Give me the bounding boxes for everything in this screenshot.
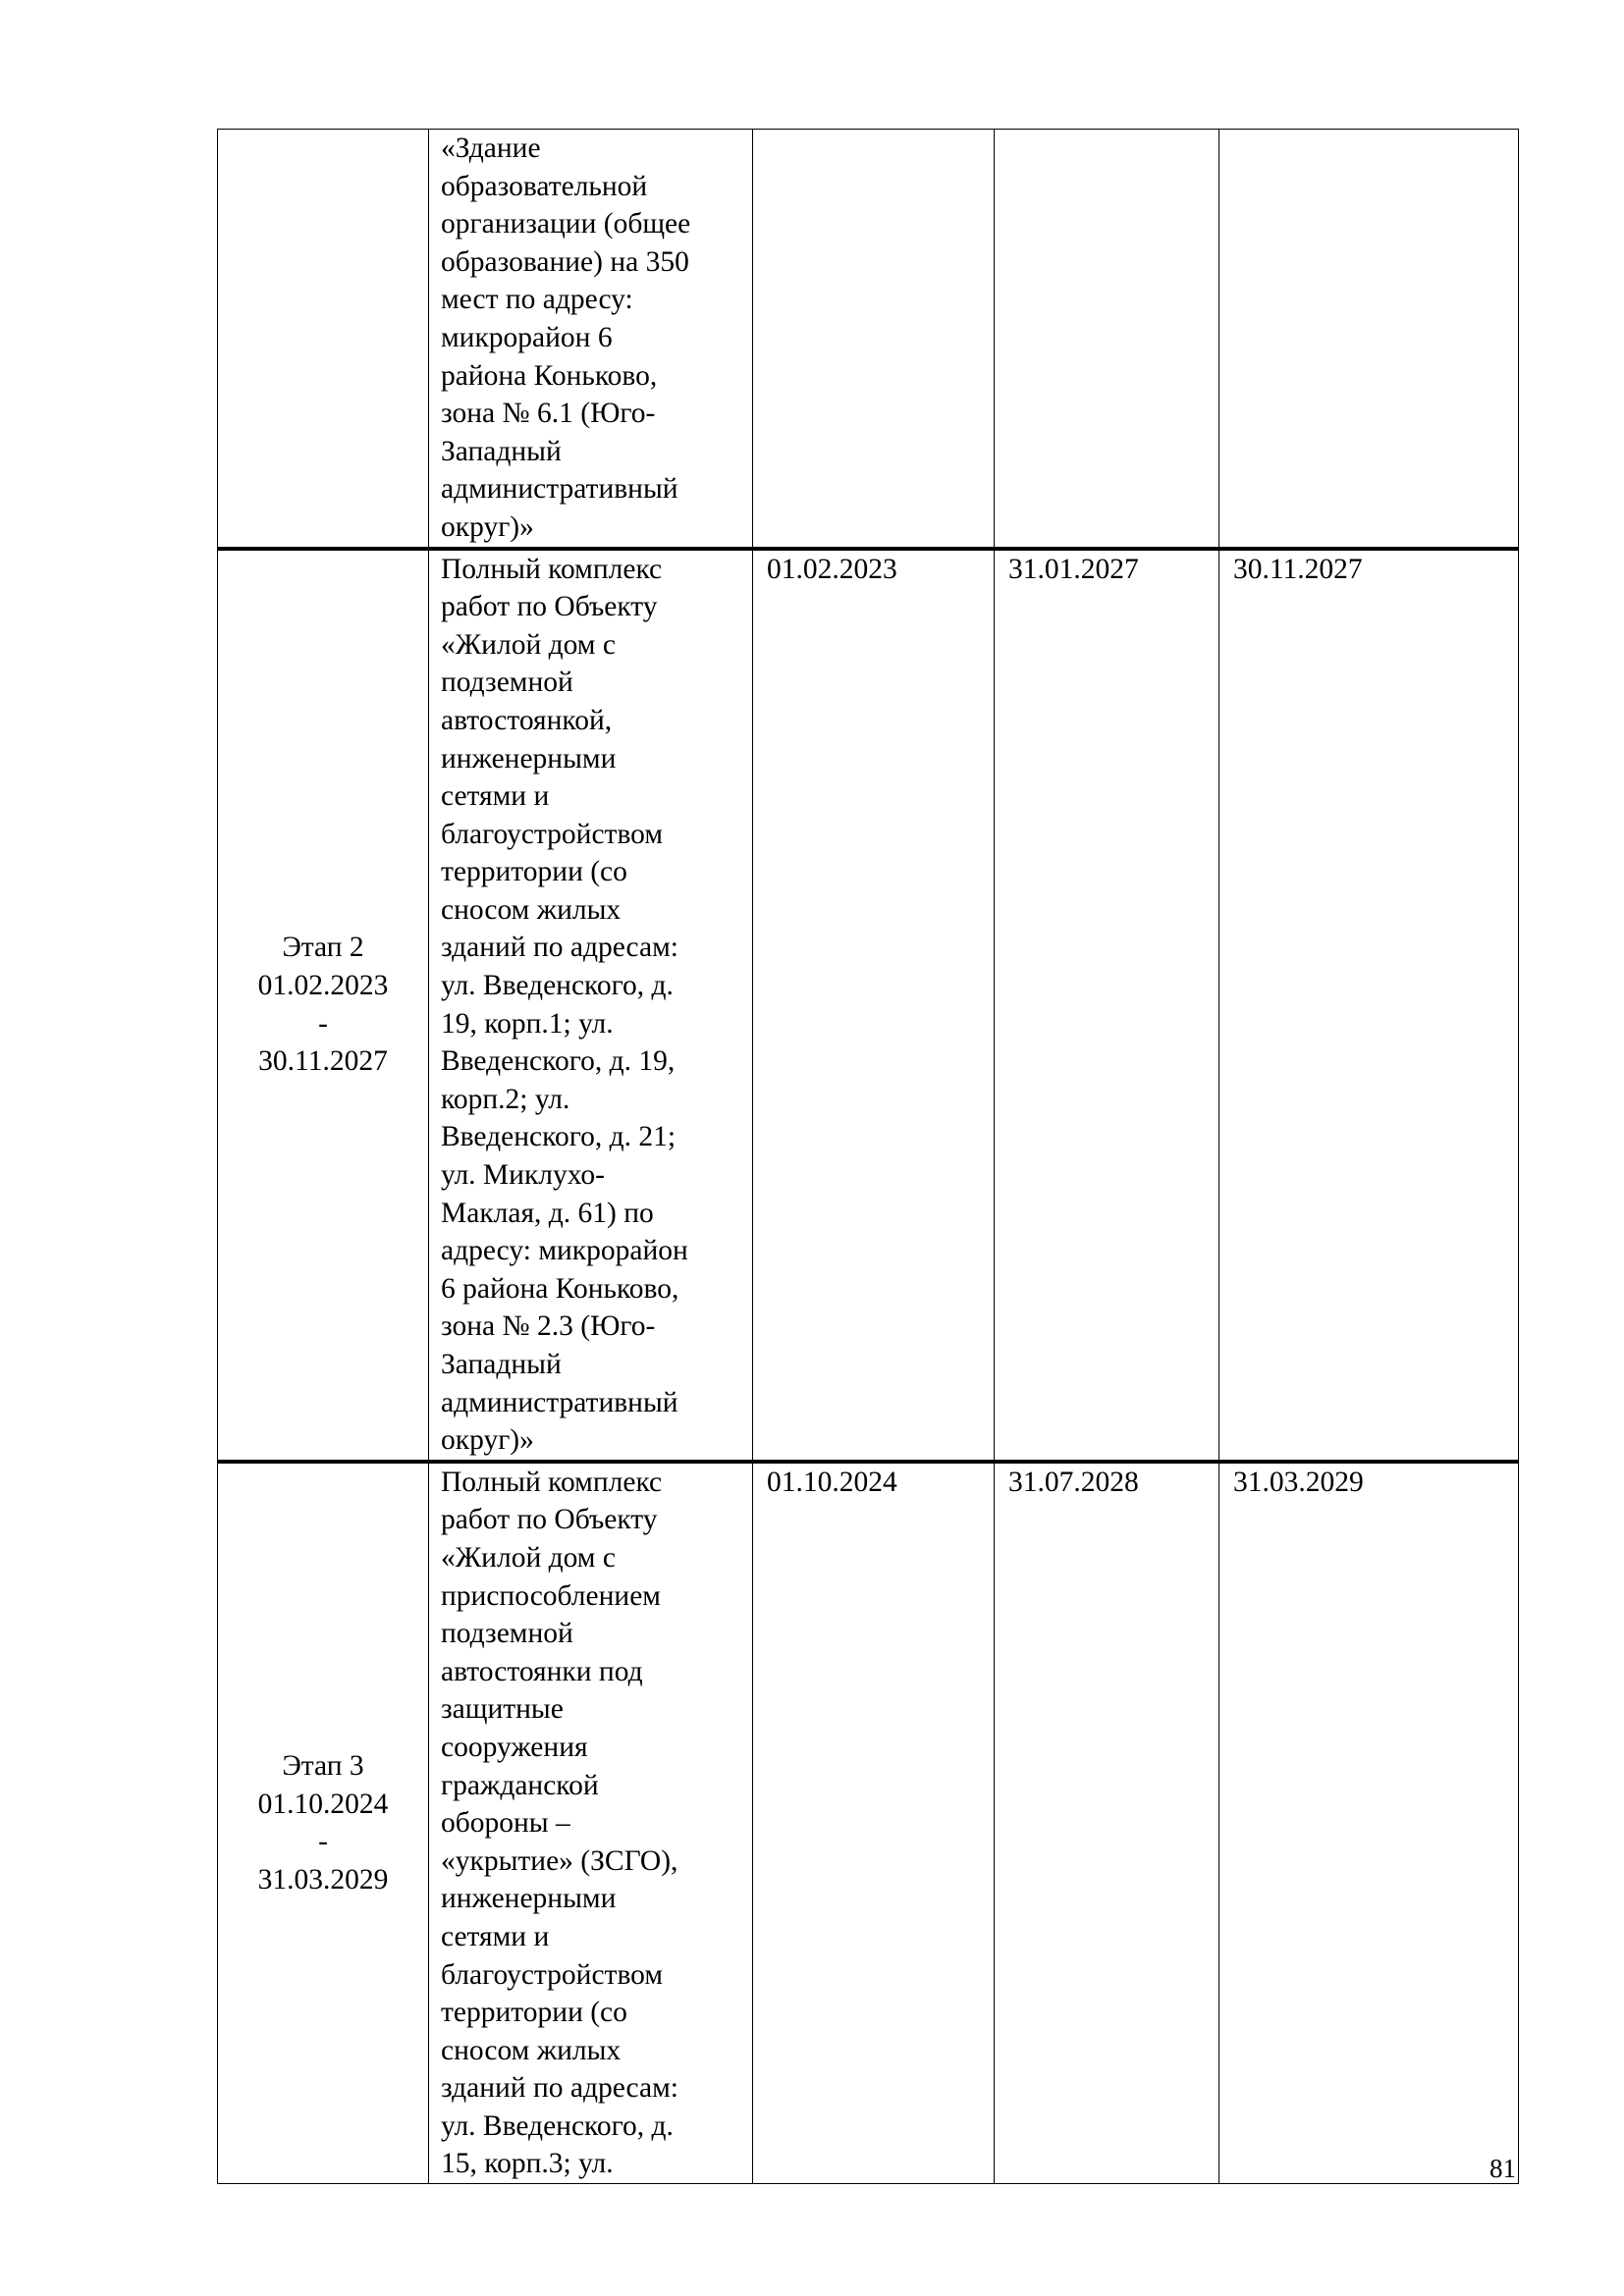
stage-dash: - (318, 1007, 328, 1040)
page-number: 81 (1489, 2154, 1516, 2183)
stage-label: Этап 2 (282, 932, 364, 964)
stage-start-date: 01.10.2024 (257, 1788, 389, 1820)
stage-dash: - (318, 1826, 328, 1858)
table-row (218, 549, 1519, 1462)
end-date-cell: 31.03.2029 (1219, 1462, 1519, 2184)
mid-date-cell: 31.07.2028 (995, 1462, 1219, 2184)
end-date-cell: 30.11.2027 (1219, 549, 1519, 1462)
work-description-cell: Полный комплекс работ по Объекту «Жилой дом с подземной автостоянкой, инженерными сетями и благоустройством территории (со сносом жилых зданий по адресам: ул. Введенского, д. 19, корп.1; ул. Введенского, д. 19, корп.2; ул. Введенского, д. 21; ул. Миклухо- Маклая, д. 61) по адресу: микрорайон 6 района Коньково, зона № 2.3 (Юго- Западный административный округ)» (429, 549, 753, 1462)
stage-end-date: 30.11.2027 (258, 1045, 388, 1078)
mid-date-cell (995, 130, 1219, 549)
work-description-cell: Полный комплекс работ по Объекту «Жилой дом с приспособлением подземной автостоянки под защитные сооружения гражданской обороны – «укрытие» (ЗСГО), инженерными сетями и благоустройством территории (со сносом жилых зданий по адресам: ул. Введенского, д. 15, корп.3; ул. (429, 1462, 753, 2184)
start-date-cell: 01.02.2023 (753, 549, 995, 1462)
stage-label: Этап 3 (282, 1750, 364, 1783)
table-row (218, 130, 1519, 549)
stage-cell (218, 1462, 429, 2184)
end-date-cell (1219, 130, 1519, 549)
start-date-cell (753, 130, 995, 549)
schedule-table (217, 129, 1519, 2184)
stage-cell (218, 549, 429, 1462)
mid-date-cell: 31.01.2027 (995, 549, 1219, 1462)
stage-end-date: 31.03.2029 (257, 1864, 389, 1896)
table-row (218, 1462, 1519, 2184)
start-date-cell: 01.10.2024 (753, 1462, 995, 2184)
stage-cell (218, 130, 429, 549)
stage-start-date: 01.02.2023 (257, 970, 389, 1002)
work-description-cell: «Здание образовательной организации (общее образование) на 350 мест по адресу: микрорайон 6 района Коньково, зона № 6.1 (Юго- Западный административный округ)» (429, 130, 753, 549)
